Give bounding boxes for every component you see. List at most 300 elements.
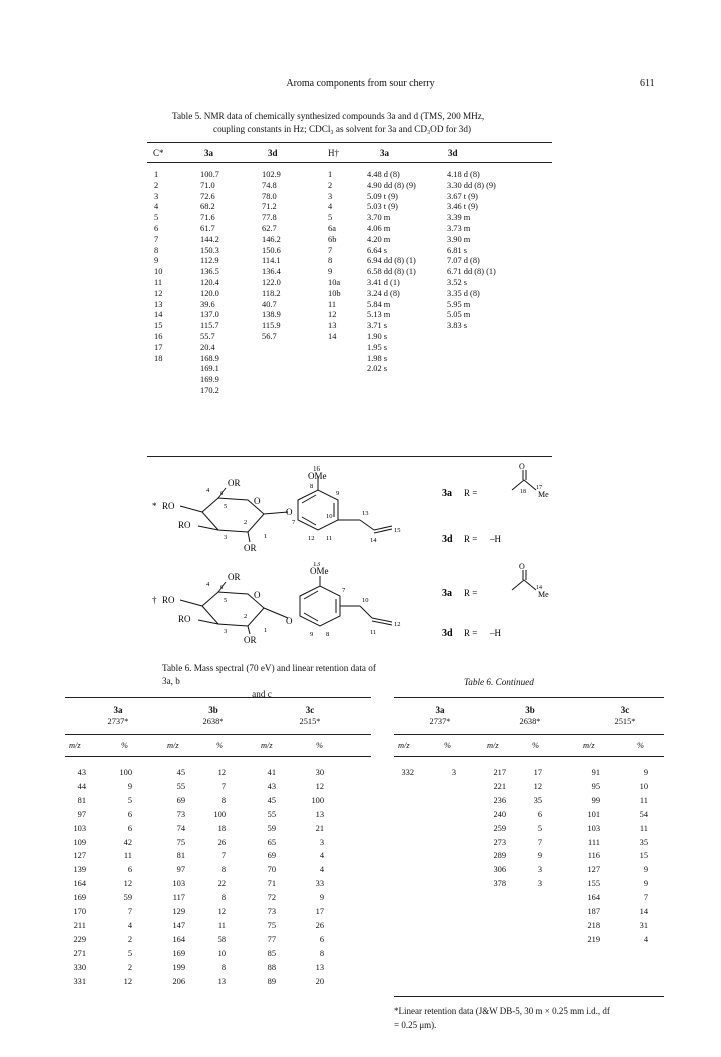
table5-h-label: 5 <box>328 213 333 223</box>
t6-left-3c-mz: 43 <box>267 781 276 791</box>
t6-left-3c-pct: 4 <box>319 851 324 861</box>
table5-h3d-value: 3.67 t (9) <box>447 191 478 201</box>
table5-h3a-value: 4.48 d (8) <box>367 170 400 179</box>
t6-right-3c-mz: 99 <box>591 795 600 805</box>
t6-left-3a-mz: 103 <box>73 823 86 833</box>
table5-c-label: 15 <box>154 321 163 331</box>
table5-h-label: 14 <box>328 331 337 341</box>
s1-num-13: 13 <box>362 510 369 517</box>
t6-right-3c-mz: 101 <box>587 809 600 819</box>
s1-num-4: 4 <box>206 487 210 494</box>
t6-left-3a-pct: 6 <box>127 823 132 833</box>
t6-left-3c-pct-column <box>300 766 324 989</box>
t6-left-3b-pct: 18 <box>217 823 226 833</box>
table6-caption <box>162 662 382 701</box>
t6-left-3c-pct: 3 <box>319 837 324 847</box>
table5-header-c3d: 3d <box>268 148 278 158</box>
table5-c3a-value: 39.6 <box>200 299 215 309</box>
t6-left-3c-mz: 55 <box>267 809 276 819</box>
t6-r-b-mz-head: m/z <box>487 741 499 750</box>
table5-h-label: 7 <box>328 245 333 255</box>
table5-c3a-value: 61.7 <box>200 223 215 233</box>
t6-left-3a-mz: 169 <box>73 893 86 903</box>
table6-left-head-rule <box>65 756 371 757</box>
t6-left-3b-pct: 26 <box>217 837 226 847</box>
t6-right-3a-mz-column <box>392 766 414 780</box>
table5-c3d-value: 40.7 <box>262 299 277 309</box>
table5-top-rule <box>147 142 552 143</box>
s1-ro1: RO <box>162 501 175 511</box>
structure-1-diagram <box>140 462 560 562</box>
s1-num-15: 15 <box>394 527 401 534</box>
t6-left-3b-mz: 164 <box>172 934 185 944</box>
t6-left-3b-pct: 8 <box>221 962 226 972</box>
table5-c-label: 9 <box>154 256 159 266</box>
t6-left-3b-mz: 69 <box>176 795 185 805</box>
t6-left-3c-pct: 8 <box>319 948 324 958</box>
table5-c3a-value: 115.7 <box>200 321 219 331</box>
table5-c3a-value: 20.4 <box>200 342 215 352</box>
s2-num-2: 2 <box>244 613 248 620</box>
table6-right-bottom-rule <box>394 996 664 997</box>
t6-left-3c-pct: 21 <box>315 823 324 833</box>
table5-h3a-value: 3.71 s <box>367 321 388 331</box>
table5-h3a-value: 5.03 t (9) <box>367 202 398 212</box>
t6-right-3c-mz: 91 <box>591 768 600 777</box>
t6-left-3a-mz: 127 <box>73 851 86 861</box>
s2-ro1: RO <box>162 595 175 605</box>
s2-num-10: 10 <box>362 597 369 604</box>
table5-h-label: 12 <box>328 310 337 320</box>
t6-left-3c-mz: 77 <box>267 934 276 944</box>
table5-c3a-value: 120.4 <box>200 277 219 287</box>
s2-r-me: Me <box>538 590 549 599</box>
t6-left-3a-pct: 11 <box>123 851 132 861</box>
t6-right-3b-pct: 35 <box>533 795 542 805</box>
t6-left-3c-mz: 69 <box>267 851 276 861</box>
t6-left-3c-pct: 30 <box>315 768 324 777</box>
table5-h-label: 11 <box>328 299 337 309</box>
s1-r3a-label: 3a <box>442 488 452 499</box>
s2-ome-num: 13 <box>313 562 320 568</box>
t6-left-3c-pct: 100 <box>311 795 324 805</box>
s1-r3d-label: 3d <box>442 534 453 545</box>
table5-c-label: 3 <box>154 191 159 201</box>
table5-c-label: 5 <box>154 213 159 223</box>
t6-left-3a-pct: 9 <box>127 781 132 791</box>
s1-num-2: 2 <box>244 519 248 526</box>
t6-left-3b-pct: 8 <box>221 865 226 875</box>
table5-c-label: 11 <box>154 277 163 287</box>
t6-left-3c-pct: 17 <box>315 907 324 917</box>
t6-left-3a-pct: 42 <box>123 837 132 847</box>
t6-right-3b-pct: 5 <box>537 823 542 833</box>
t6-left-3a-mz: 229 <box>73 934 86 944</box>
table5-h3d-value: 3.35 d (8) <box>447 288 480 298</box>
t6-right-3b-pct: 7 <box>537 837 542 847</box>
t6-left-3b-mz: 129 <box>172 907 185 917</box>
table5-c3a-value: 169.1 <box>200 364 219 374</box>
table5-h3d-value: 5.05 m <box>447 310 471 320</box>
table5-h-label: 6b <box>328 234 337 244</box>
t6-left-3a-mz: 81 <box>77 795 86 805</box>
s1-num-1: 1 <box>264 533 268 540</box>
t6-right-3c-pct: 15 <box>639 851 648 861</box>
table5-c-label: 1 <box>154 170 159 179</box>
t6-left-3a-mz: 331 <box>73 976 86 986</box>
t6-l-b-pct-head: % <box>216 741 223 750</box>
table5-c-label: 18 <box>154 353 163 363</box>
t6-left-3b-mz: 169 <box>172 948 185 958</box>
t6-left-3c-mz: 75 <box>267 920 276 930</box>
s2-ro2: RO <box>178 614 191 624</box>
table5-h3a-value: 2.02 s <box>367 364 388 374</box>
table5-h3a-value: 3.41 d (1) <box>367 277 400 287</box>
t6-right-3c-mz: 116 <box>587 851 600 861</box>
table5-h3d-value: 3.30 dd (8) (9) <box>447 180 496 190</box>
t6-right-3c-mz: 218 <box>587 920 600 930</box>
table5-c-label: 4 <box>154 202 159 212</box>
t6-right-3c-pct: 35 <box>639 837 648 847</box>
table5-header-c: C* <box>153 148 164 158</box>
t6-left-3a-mz: 109 <box>73 837 86 847</box>
table5-c3a-column <box>200 170 219 397</box>
table5-h3a-value: 4.20 m <box>367 234 391 244</box>
s2-num-6: 6 <box>220 584 224 591</box>
table5-c3a-value: 137.0 <box>200 310 219 320</box>
t6-left-3a-mz: 211 <box>73 920 86 930</box>
table6-right-head-rule <box>394 756 664 757</box>
table5-c3d-value: 71.2 <box>262 202 277 212</box>
t6-l-b-mz-head: m/z <box>167 741 179 750</box>
t6-left-3c-pct: 13 <box>315 809 324 819</box>
table5-c3d-value: 74.8 <box>262 180 277 190</box>
table5-h3a-value: 6.58 dd (8) (1) <box>367 267 416 277</box>
table5-c-label: 14 <box>154 310 163 320</box>
t6-right-3c-mz: 155 <box>587 879 600 889</box>
s2-r3d-val: –H <box>490 628 501 638</box>
t6-left-3a-mz: 271 <box>73 948 86 958</box>
t6-r-b-pct-head: % <box>532 741 539 750</box>
s2-num-3: 3 <box>224 628 228 635</box>
t6-left-3b-mz: 75 <box>176 837 185 847</box>
table5-h-label: 8 <box>328 256 333 266</box>
t6-right-3c-pct: 54 <box>639 809 648 819</box>
s1-num-6: 6 <box>220 490 224 497</box>
t6-right-3c-mz: 164 <box>587 893 600 903</box>
table5-c3d-value: 62.7 <box>262 223 277 233</box>
table5-h-label: 10b <box>328 288 341 298</box>
t6-left-3c-pct: 26 <box>315 920 324 930</box>
s2-r-num-14: 14 <box>536 585 542 591</box>
t6-left-3a-mz: 164 <box>73 879 86 889</box>
table5-h3a-value: 5.84 m <box>367 299 391 309</box>
table5-h3a-value: 5.13 m <box>367 310 391 320</box>
t6-right-3c-pct: 4 <box>643 934 648 944</box>
t6-right-3c-mz: 127 <box>587 865 600 875</box>
table5-header-h: H† <box>328 148 339 158</box>
t6-right-3c-pct: 9 <box>643 865 648 875</box>
s2-r3a-eq: R = <box>464 588 478 598</box>
table5-c3d-value: 138.9 <box>262 310 281 320</box>
table5-c3d-value: 115.9 <box>262 321 281 331</box>
t6-left-3a-pct: 6 <box>127 809 132 819</box>
table5-bottom-rule <box>147 456 552 457</box>
t6-left-3c-pct: 4 <box>319 865 324 875</box>
t6-left-3a-pct: 2 <box>127 934 132 944</box>
table5-c3d-value: 78.0 <box>262 191 277 201</box>
t6-right-3a-pct-column <box>440 766 456 780</box>
table5-h3d-value: 3.39 m <box>447 213 471 223</box>
t6-left-3b-mz: 97 <box>176 865 185 875</box>
t6-left-3b-pct: 8 <box>221 795 226 805</box>
table5-c3a-value: 72.6 <box>200 191 215 201</box>
table5-h-label: 4 <box>328 202 333 212</box>
table5-h3d-column <box>447 170 496 332</box>
table6-footnote <box>394 1004 664 1032</box>
t6-right-ri-3b: 2638* <box>519 717 541 726</box>
table5-c3a-value: 120.0 <box>200 288 219 298</box>
t6-left-3a-pct: 4 <box>127 920 132 930</box>
table5-caption-line2: coupling constants in Hz; CDCl₃ as solvent for 3a and CD₃OD for 3d) <box>213 124 472 134</box>
table5-h3d-value: 3.90 m <box>447 234 471 244</box>
t6-right-group-3c: 3c <box>620 705 630 715</box>
table5-h3a-value: 5.09 t (9) <box>367 191 398 201</box>
table5-h3d-value: 3.83 s <box>447 321 468 331</box>
t6-right-3b-mz: 289 <box>493 851 506 861</box>
table5-c-label: 13 <box>154 299 163 309</box>
table5-c3a-value: 169.9 <box>200 375 219 385</box>
table5-header-c3a: 3a <box>204 148 213 158</box>
t6-right-3b-pct: 3 <box>537 865 542 875</box>
t6-right-3a-pct: 3 <box>451 768 456 777</box>
table5-c3d-value: 122.0 <box>262 277 281 287</box>
table5-h3a-value: 4.90 dd (8) (9) <box>367 180 416 190</box>
t6-right-3c-pct: 31 <box>639 920 648 930</box>
t6-left-3b-pct: 22 <box>217 879 226 889</box>
table5-c3a-value: 55.7 <box>200 331 215 341</box>
t6-right-3b-mz: 240 <box>493 809 506 819</box>
s2-num-9: 9 <box>310 631 314 638</box>
t6-left-3b-mz: 117 <box>172 893 185 903</box>
table5-h3d-value: 3.73 m <box>447 223 471 233</box>
table5-h-label: 6a <box>328 223 336 233</box>
t6-left-3c-pct: 9 <box>319 893 324 903</box>
table5-c-label: 17 <box>154 342 163 352</box>
table5-h3d-value: 4.18 d (8) <box>447 170 480 179</box>
t6-left-3c-mz: 73 <box>267 907 276 917</box>
t6-left-3b-mz: 206 <box>172 976 185 986</box>
t6-right-3c-pct: 14 <box>639 907 648 917</box>
table5-c3d-value: 136.4 <box>262 267 281 277</box>
table6-footnote-line2: = 0.25 μm). <box>394 1020 437 1030</box>
table5-h3a-value: 1.90 s <box>367 331 388 341</box>
s2-ome: OMe <box>310 566 329 576</box>
table5-caption <box>172 110 592 136</box>
table5-h3d-value: 5.95 m <box>447 299 471 309</box>
s1-ome: OMe <box>308 471 327 481</box>
table5-h3a-value: 1.95 s <box>367 342 388 352</box>
t6-right-3c-pct: 10 <box>639 781 648 791</box>
table5-c3d-value: 77.8 <box>262 213 277 223</box>
s1-num-7: 7 <box>292 519 296 526</box>
table5-h-label: 10a <box>328 277 341 287</box>
t6-left-3c-pct: 33 <box>315 879 324 889</box>
t6-left-3c-mz: 65 <box>267 837 276 847</box>
t6-left-3a-mz: 44 <box>77 781 86 791</box>
t6-left-3b-pct-column <box>204 766 226 989</box>
t6-left-3c-mz: 71 <box>267 879 276 889</box>
s1-ring-o: O <box>254 496 261 506</box>
t6-right-3c-mz: 111 <box>588 837 600 847</box>
table5-c-label: 12 <box>154 288 163 298</box>
t6-right-3b-mz: 259 <box>493 823 506 833</box>
t6-left-3a-pct: 6 <box>127 865 132 875</box>
table5-h3d-value: 7.07 d (8) <box>447 256 480 266</box>
t6-right-3b-pct: 9 <box>537 851 542 861</box>
t6-right-3b-mz: 306 <box>493 865 506 875</box>
s1-r3a-eq: R = <box>464 488 478 498</box>
s1-num-5: 5 <box>224 503 228 510</box>
table5-c-label: 8 <box>154 245 159 255</box>
table5-h-label: 1 <box>328 170 333 179</box>
t6-right-3b-mz: 217 <box>493 768 506 777</box>
s2-num-12: 12 <box>394 621 401 628</box>
t6-left-3a-pct: 5 <box>127 795 132 805</box>
s2-num-5: 5 <box>224 597 228 604</box>
table5-c3d-column <box>262 170 281 343</box>
t6-left-3c-mz-column <box>256 766 276 989</box>
table5-h3d-value: 6.81 s <box>447 245 468 255</box>
t6-right-3b-mz: 236 <box>493 795 506 805</box>
table5-c-label-column <box>154 170 162 364</box>
s2-num-11: 11 <box>370 629 377 636</box>
t6-left-3a-mz-column <box>62 766 86 989</box>
s1-r-num-17: 17 <box>536 485 542 491</box>
t6-left-3b-pct: 12 <box>217 907 226 917</box>
t6-left-3a-mz: 43 <box>77 768 86 777</box>
table5-c3d-value: 146.2 <box>262 234 281 244</box>
table5-c3a-value: 100.7 <box>200 170 219 179</box>
t6-left-3a-pct: 59 <box>123 893 132 903</box>
t6-left-3b-pct: 58 <box>217 934 226 944</box>
table5-c3a-value: 144.2 <box>200 234 219 244</box>
t6-right-3b-pct-column <box>526 766 542 891</box>
t6-left-3c-pct: 20 <box>315 976 324 986</box>
t6-left-3b-mz: 73 <box>176 809 185 819</box>
t6-left-3c-mz: 85 <box>267 948 276 958</box>
table5-c3a-value: 112.9 <box>200 256 219 266</box>
s2-or2: OR <box>244 635 257 645</box>
table5-c3a-value: 168.9 <box>200 353 219 363</box>
t6-right-3b-pct: 17 <box>533 768 542 777</box>
table5-c3d-value: 56.7 <box>262 331 277 341</box>
table5-c-label: 16 <box>154 331 163 341</box>
t6-l-a-mz-head: m/z <box>69 741 81 750</box>
t6-left-ri-3b: 2638* <box>202 717 224 726</box>
t6-right-3b-mz: 273 <box>493 837 506 847</box>
table5-head-rule <box>147 162 552 163</box>
s2-link-o: O <box>286 616 293 626</box>
s1-num-9: 9 <box>336 490 340 497</box>
t6-left-group-3b: 3b <box>208 705 218 715</box>
s1-num-12: 12 <box>308 535 315 542</box>
table6-continued-caption: Table 6. Continued <box>464 677 534 687</box>
s1-r-num-18: 18 <box>520 489 526 495</box>
t6-right-3c-pct: 7 <box>643 893 648 903</box>
table5-h3d-value: 6.71 dd (8) (1) <box>447 267 496 277</box>
t6-right-3a-mz: 332 <box>401 768 414 777</box>
t6-left-3c-mz: 45 <box>267 795 276 805</box>
t6-left-3a-mz: 170 <box>73 907 86 917</box>
t6-l-a-pct-head: % <box>121 741 128 750</box>
table5-h3a-value: 6.94 dd (8) (1) <box>367 256 416 266</box>
t6-right-ri-3c: 2515* <box>614 717 636 726</box>
structure-2-diagram <box>140 562 560 658</box>
t6-left-3c-pct: 6 <box>319 934 324 944</box>
s2-or1: OR <box>228 572 241 582</box>
table6-right-top-rule <box>394 697 664 698</box>
s2-num-1: 1 <box>264 627 268 634</box>
table5-h-label-column <box>328 170 341 343</box>
t6-left-3b-mz: 74 <box>176 823 185 833</box>
table5-h3a-value: 6.64 s <box>367 245 388 255</box>
s1-r-o: O <box>519 462 525 471</box>
t6-right-3b-mz-column <box>484 766 506 891</box>
s1-mark: * <box>152 501 157 511</box>
t6-left-3a-pct-column <box>110 766 132 989</box>
s1-r-me: Me <box>538 490 549 499</box>
s1-num-10: 10 <box>326 513 333 520</box>
t6-left-3b-mz-column <box>163 766 185 989</box>
t6-right-3b-mz: 221 <box>493 781 506 791</box>
s1-ome-num: 16 <box>313 465 320 473</box>
table5-h3a-value: 3.70 m <box>367 213 391 223</box>
table5-c3a-value: 136.5 <box>200 267 219 277</box>
table5-caption-line1: Table 5. NMR data of chemically synthesized compounds 3a and d (TMS, 200 MHz, <box>172 111 485 121</box>
table6-caption-line1: Table 6. Mass spectral (70 eV) and linear retention data of 3a, b <box>162 663 376 686</box>
t6-l-c-pct-head: % <box>316 741 323 750</box>
table5-c-label: 10 <box>154 267 163 277</box>
s2-num-7: 7 <box>342 587 346 594</box>
table6-left-top-rule <box>65 697 371 698</box>
t6-left-ri-3a: 2737* <box>107 717 129 726</box>
t6-left-3b-pct: 11 <box>217 920 226 930</box>
t6-right-3c-mz: 95 <box>591 781 600 791</box>
s1-num-8: 8 <box>310 483 314 490</box>
s1-num-11: 11 <box>326 535 333 542</box>
t6-left-3a-pct: 12 <box>123 879 132 889</box>
t6-right-3b-mz: 378 <box>493 879 506 889</box>
table5-c3d-value: 118.2 <box>262 288 281 298</box>
table5-h3a-value: 1.98 s <box>367 353 388 363</box>
s1-or2: OR <box>244 543 257 553</box>
t6-left-3a-pct: 2 <box>127 962 132 972</box>
t6-left-3b-pct: 7 <box>221 851 226 861</box>
t6-l-c-mz-head: m/z <box>261 741 273 750</box>
t6-left-3b-pct: 10 <box>217 948 226 958</box>
t6-right-3c-pct-column <box>632 766 648 947</box>
s1-num-3: 3 <box>224 534 228 541</box>
table5-c3a-value: 68.2 <box>200 202 215 212</box>
t6-right-3c-pct: 11 <box>639 795 648 805</box>
s2-num-8: 8 <box>326 631 330 638</box>
table6-left-mid-rule <box>65 734 371 735</box>
t6-left-3a-mz: 330 <box>73 962 86 972</box>
table5-header-h3a: 3a <box>380 148 389 158</box>
t6-left-3b-pct: 8 <box>221 893 226 903</box>
table5-h3d-value: 3.46 t (9) <box>447 202 478 212</box>
